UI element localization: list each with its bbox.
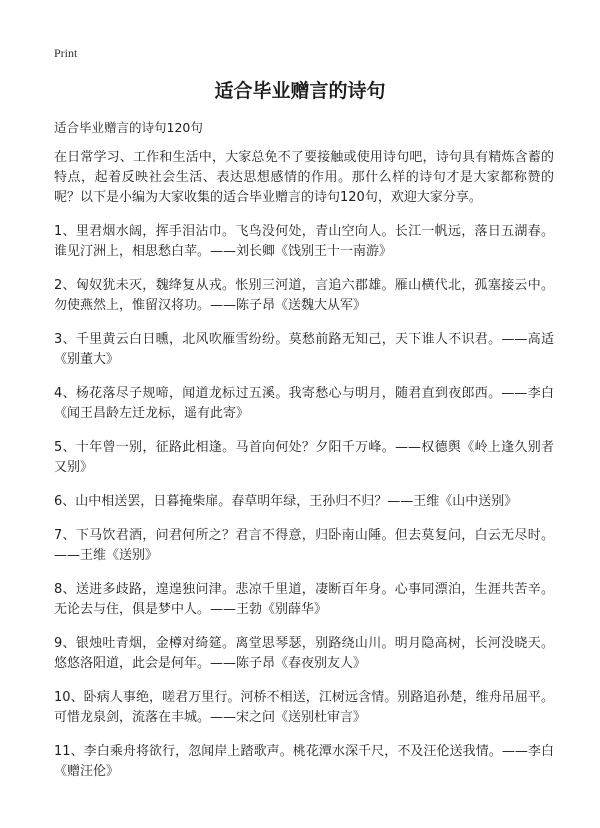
poem-item-5: 5、十年曾一别，征路此相逢。马首向何处？夕阳千万峰。——权德舆《岭上逢久别者又别》 <box>54 440 554 475</box>
article-subtitle: 适合毕业赠言的诗句120句 <box>54 120 203 135</box>
article-body <box>54 148 554 796</box>
page-title: 适合毕业赠言的诗句 <box>214 80 386 102</box>
intro-paragraph: 在日常学习、工作和生活中，大家总免不了要接触或使用诗句吧，诗句具有精炼含蓄的特点，起着反映社会生活、表达思想感情的作用。那什么样的诗句才是大家都称赞的呢？以下是小编为大家收集的适合毕业赠言的诗句120句，欢迎大家分享。 <box>54 150 554 205</box>
poem-item-2: 2、匈奴犹未灭，魏绛复从戎。怅别三河道，言追六郡雄。雁山横代北，孤塞接云中。勿使燕然上，惟留汉将功。——陈子昂《送魏大从军》 <box>54 278 554 313</box>
poem-item-8: 8、送进多歧路，遑遑独问津。悲凉千里道，凄断百年身。心事同漂泊，生涯共苦辛。无论去与住，俱是梦中人。——王勃《别薛华》 <box>54 582 554 617</box>
print-link[interactable]: Print <box>54 46 78 60</box>
poem-item-11: 11、李白乘舟将欲行，忽闻岸上踏歌声。桃花潭水深千尺，不及汪伦送我情。——李白《赠汪伦》 <box>54 744 554 779</box>
poem-item-7: 7、下马饮君酒，问君何所之？君言不得意，归卧南山陲。但去莫复问，白云无尽时。——王维《送别》 <box>54 528 554 563</box>
poem-item-6: 6、山中相送罢，日暮掩柴扉。春草明年绿，王孙归不归？——王维《山中送别》 <box>54 494 518 509</box>
poem-list <box>54 222 554 782</box>
poem-item-9: 9、银烛吐青烟，金樽对绮筵。离堂思琴瑟，别路绕山川。明月隐高树，长河没晓天。悠悠洛阳道，此会是何年。——陈子昂《春夜别友人》 <box>54 636 554 671</box>
poem-item-4: 4、杨花落尽子规啼，闻道龙标过五溪。我寄愁心与明月，随君直到夜郎西。——李白《闻王昌龄左迁龙标，遥有此寄》 <box>54 386 554 421</box>
poem-item-3: 3、千里黄云白日曛，北风吹雁雪纷纷。莫愁前路无知己，天下谁人不识君。——高适《别董大》 <box>54 332 554 367</box>
poem-item-1: 1、里君烟水阔，挥手泪沾巾。飞鸟没何处，青山空向人。长江一帆远，落日五湖春。谁见汀洲上，相思愁白苹。——刘长卿《饯别王十一南游》 <box>54 224 554 259</box>
poem-item-10: 10、卧病人事绝，嗟君万里行。河桥不相送，江树远含情。别路追孙楚，维舟吊屈平。可惜龙泉剑，流落在丰城。——宋之问《送别杜审言》 <box>54 690 554 725</box>
